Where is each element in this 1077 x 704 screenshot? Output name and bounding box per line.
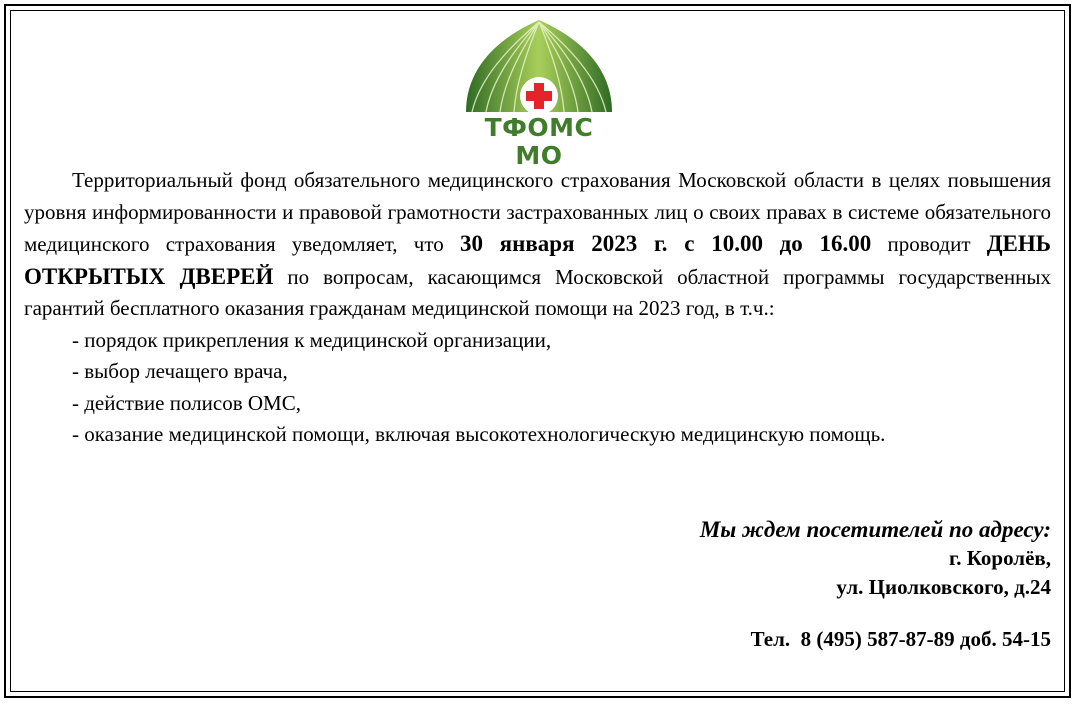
event-title: ДЕНЬ ОТКРЫТЫХ ДВЕРЕЙ — [24, 231, 1051, 289]
list-item: - порядок прикрепления к медицинской организации, — [72, 327, 552, 352]
address-block — [700, 515, 1051, 602]
notice-body — [24, 165, 1051, 451]
verb-text: проводит — [887, 232, 971, 256]
address-lead: Мы ждем посетителей по адресу: — [699, 517, 1051, 542]
phone-number: Тел. 8 (495) 587-87-89 доб. 54-15 — [750, 627, 1051, 651]
rest-text: по вопросам, касающимся Московской областной программы государственных гарантий бесплатного оказания гражданам медицинской помощи на 2023 год, в т.ч.: — [24, 264, 1051, 320]
dome-icon — [458, 18, 620, 118]
list-item: - выбор лечащего врача, — [72, 359, 288, 383]
logo-text: ТФОМС МО — [484, 113, 594, 170]
notice-paragraph — [24, 165, 1051, 325]
list-item: - действие полисов ОМС, — [72, 390, 301, 415]
logo — [458, 18, 620, 170]
address-city: г. Королёв, — [949, 546, 1051, 570]
address-street: ул. Циолковского, д.24 — [836, 575, 1051, 599]
event-date: 30 января 2023 г. с 10.00 до 16.00 — [459, 231, 872, 256]
intro-text: Территориальный фонд обязательного медицинского страхования Московской области в целях повышения уровня информированности и правовой грамотности застрахованных лиц о своих правах в системе обязательного медицинского страхования уведомляет, что — [24, 168, 1051, 256]
topics-list — [24, 325, 1051, 451]
list-item: - оказание медицинской помощи, включая высокотехнологическую медицинскую помощь. — [72, 422, 886, 446]
